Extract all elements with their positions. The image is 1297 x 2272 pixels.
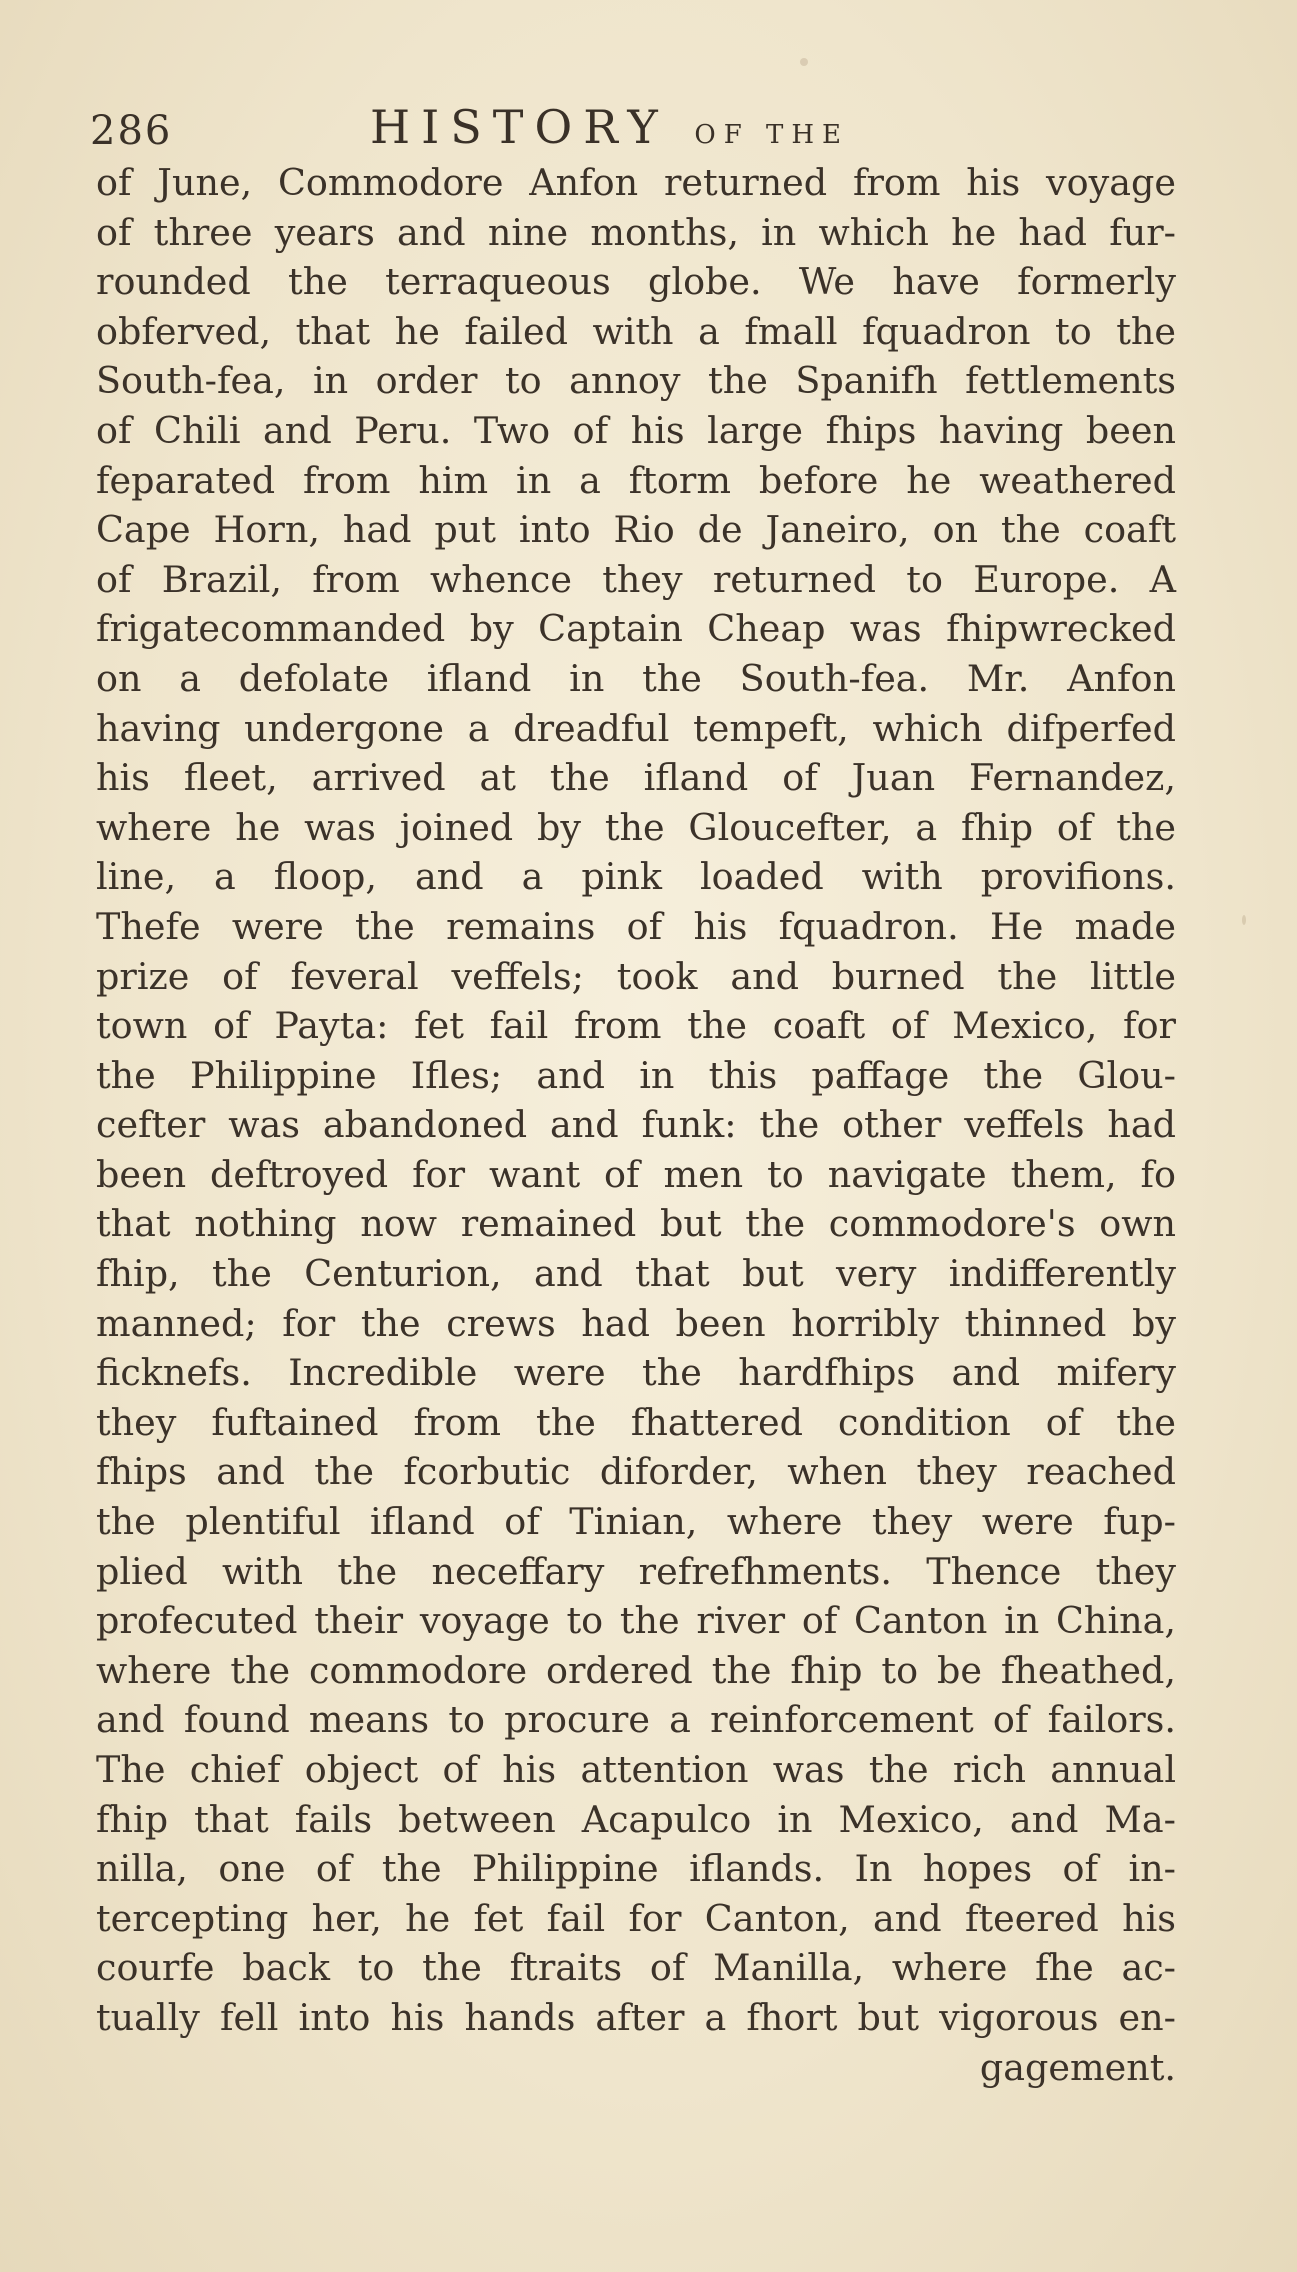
paper-stain [1242, 915, 1246, 925]
page-number: 286 [90, 108, 173, 154]
text-line: rounded the terraqueous globe. We have formerly [96, 260, 1176, 304]
running-head-small: OF THE [694, 120, 850, 150]
text-line: that nothing now remained but the commodore's own [96, 1202, 1176, 1246]
text-line: South-fea, in order to annoy the Spanifh fettlements [96, 359, 1176, 403]
running-head [370, 100, 849, 154]
text-line: where he was joined by the Gloucefter, a fhip of the [96, 805, 1176, 849]
text-line: feparated from him in a ftorm before he weathered [96, 458, 1176, 502]
page-header [90, 100, 1180, 160]
text-line: plied with the neceffary refrefhments. Thence they [96, 1549, 1176, 1593]
text-line: and found means to procure a reinforcement of failors. [96, 1698, 1176, 1742]
text-line: profecuted their voyage to the river of Canton in China, [96, 1599, 1176, 1643]
text-line: manned; for the crews had been horribly thinned by [96, 1301, 1176, 1345]
text-line: Thefe were the remains of his fquadron. He made [96, 904, 1176, 948]
text-line: line, a floop, and a pink loaded with provifions. [96, 855, 1176, 899]
text-line: fhips and the fcorbutic diforder, when they reached [96, 1450, 1176, 1494]
text-line: town of Payta: fet fail from the coaft of Mexico, for [96, 1004, 1176, 1048]
text-line: gagement. [979, 2045, 1176, 2089]
text-line: the Philippine Ifles; and in this paffage the Glou- [96, 1053, 1176, 1097]
text-line: frigatecommanded by Captain Cheap was fhipwrecked [96, 607, 1176, 651]
text-line: tually fell into his hands after a fhort but vigorous en- [96, 1995, 1176, 2039]
text-line: tercepting her, he fet fail for Canton, and fteered his [96, 1896, 1176, 1940]
text-line: having undergone a dreadful tempeft, which difperfed [96, 706, 1176, 750]
text-line: courfe back to the ftraits of Manilla, where fhe ac- [96, 1946, 1176, 1990]
text-line: Cape Horn, had put into Rio de Janeiro, on the coaft [96, 508, 1176, 552]
text-line: obferved, that he failed with a fmall fquadron to the [96, 309, 1176, 353]
running-head-main: HISTORY [370, 100, 669, 154]
text-line: they fuftained from the fhattered condition of the [96, 1400, 1176, 1444]
text-line: of three years and nine months, in which he had fur- [96, 210, 1176, 254]
text-line: cefter was abandoned and funk: the other veffels had [96, 1103, 1176, 1147]
text-line: on a defolate ifland in the South-fea. Mr. Anfon [96, 656, 1176, 700]
text-line: prize of feveral veffels; took and burned the little [96, 954, 1176, 998]
text-line: The chief object of his attention was the rich annual [96, 1748, 1176, 1791]
text-line: where the commodore ordered the fhip to be fheathed, [96, 1648, 1176, 1692]
text-line: fhip, the Centurion, and that but very indifferently [96, 1252, 1176, 1296]
text-line: fhip that fails between Acapulco in Mexico, and Ma- [96, 1797, 1176, 1841]
text-line: nilla, one of the Philippine iflands. In hopes of in- [96, 1847, 1176, 1891]
paper-stain [800, 58, 808, 66]
text-line: of Brazil, from whence they returned to Europe. A [96, 557, 1176, 601]
text-line: the plentiful ifland of Tinian, where they were fup- [96, 1500, 1176, 1544]
text-line: been deftroyed for want of men to navigate them, fo [96, 1152, 1176, 1196]
text-line: ficknefs. Incredible were the hardfhips and mifery [96, 1351, 1176, 1395]
text-line: of Chili and Peru. Two of his large fhips having been [96, 408, 1176, 452]
text-line: of June, Commodore Anfon returned from his voyage [96, 161, 1176, 204]
body-text [96, 158, 1176, 2092]
text-line: his fleet, arrived at the ifland of Juan Fernandez, [96, 756, 1176, 800]
